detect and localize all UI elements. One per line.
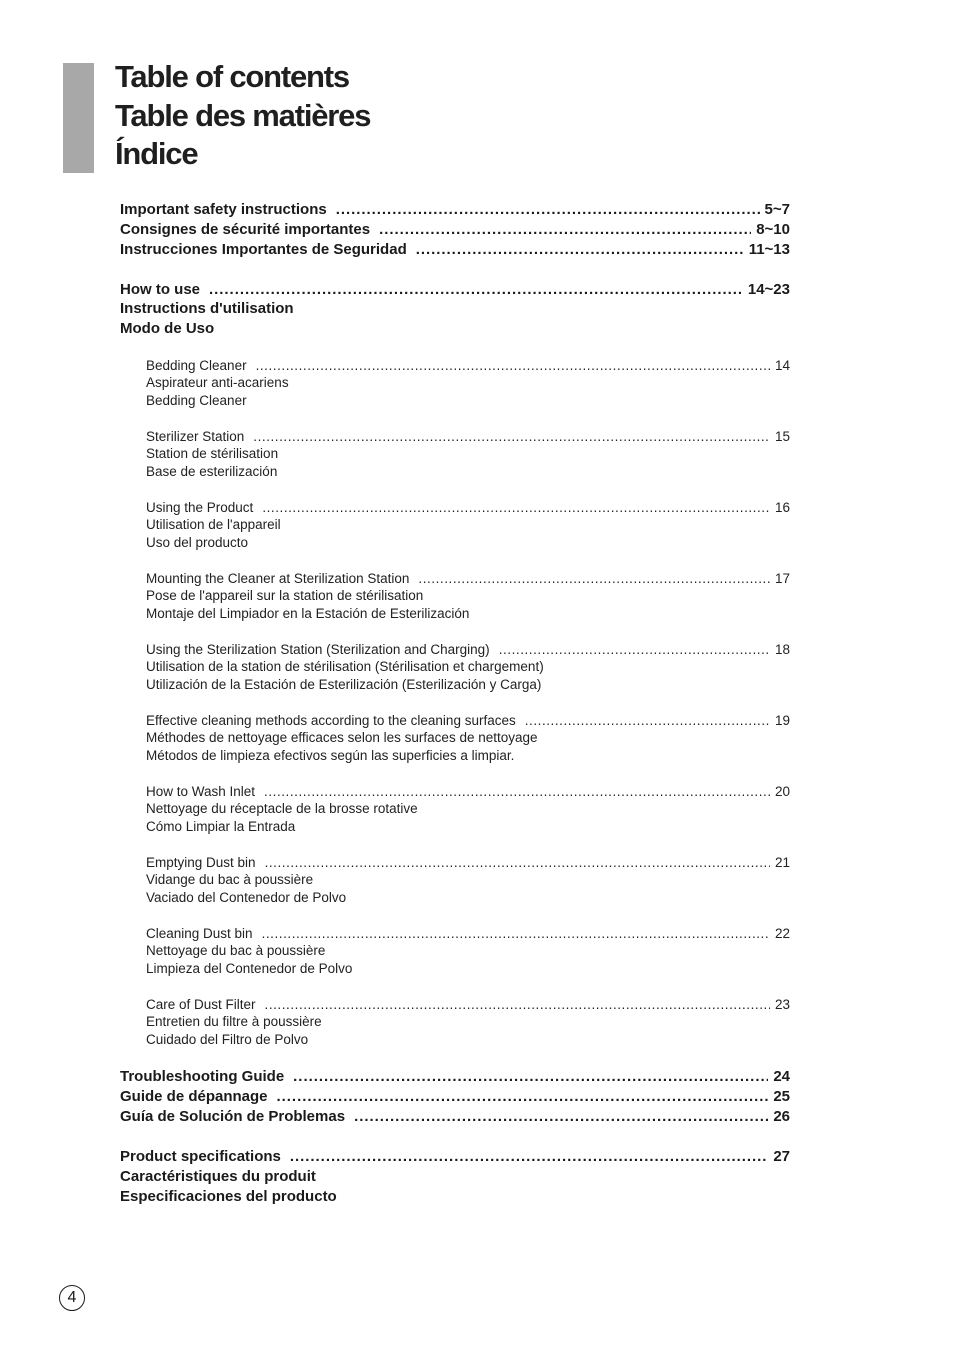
toc-subentry-page: 19 (774, 713, 790, 728)
toc-entry-how-to-use-fr: Instructions d'utilisation (120, 300, 294, 317)
toc-subentry[interactable] (146, 997, 790, 1012)
toc-entry-page: 25 (773, 1088, 790, 1105)
dot-leader (416, 241, 744, 258)
toc-subentry-page: 15 (774, 429, 790, 444)
toc-entry-safety-es[interactable] (120, 241, 790, 258)
toc-subentry-label: Using the Sterilization Station (Sterilization and Charging) (146, 642, 490, 657)
toc-subentry-page: 18 (774, 642, 790, 657)
toc-subentry-fr: Entretien du filtre à poussière (146, 1014, 322, 1029)
toc-subentry[interactable] (146, 429, 790, 444)
toc-subentry[interactable] (146, 855, 790, 870)
dot-leader (418, 571, 770, 586)
dot-leader (293, 1068, 768, 1085)
toc-entry-page: 27 (773, 1148, 790, 1165)
dot-leader (336, 201, 760, 218)
toc-subentry-page: 23 (774, 997, 790, 1012)
toc-subentry-label: Sterilizer Station (146, 429, 245, 444)
dot-leader (265, 855, 770, 870)
toc-subentry[interactable] (146, 358, 790, 373)
title-spanish: Índice (115, 136, 198, 171)
toc-subentry-es: Bedding Cleaner (146, 393, 247, 408)
toc-subentry-label: Cleaning Dust bin (146, 926, 253, 941)
toc-subentry-fr: Pose de l'appareil sur la station de stérilisation (146, 588, 424, 603)
toc-subentry[interactable] (146, 642, 790, 657)
toc-subentry-page: 14 (774, 358, 790, 373)
toc-entry-safety-en[interactable] (120, 201, 790, 218)
dot-leader (354, 1108, 768, 1125)
toc-subentry-fr: Nettoyage du bac à poussière (146, 943, 326, 958)
toc-entry-page: 5~7 (764, 201, 790, 218)
toc-subentry-label: Care of Dust Filter (146, 997, 256, 1012)
toc-subentry-fr: Utilisation de la station de stérilisation (Stérilisation et chargement) (146, 659, 544, 674)
toc-subentry-es: Vaciado del Contenedor de Polvo (146, 890, 347, 905)
toc-subentry[interactable] (146, 784, 790, 799)
dot-leader (253, 429, 770, 444)
toc-subentry-fr: Vidange du bac à poussière (146, 872, 314, 887)
toc-entry-label: Important safety instructions (120, 201, 327, 218)
toc-subentry-page: 21 (774, 855, 790, 870)
dot-leader (262, 500, 770, 515)
toc-subentry-label: Using the Product (146, 500, 254, 515)
toc-subentry[interactable] (146, 571, 790, 586)
toc-subentry-es: Métodos de limpieza efectivos según las superficies a limpiar. (146, 748, 515, 763)
toc-entry-label: Guía de Solución de Problemas (120, 1108, 346, 1125)
toc-entry-label: Instrucciones Importantes de Seguridad (120, 241, 407, 258)
toc-entry-page: 8~10 (756, 221, 790, 238)
toc-subentry-label: Emptying Dust bin (146, 855, 256, 870)
toc-subentry-es: Limpieza del Contenedor de Polvo (146, 961, 353, 976)
toc-subentry-fr: Aspirateur anti-acariens (146, 375, 289, 390)
toc-entry-page: 11~13 (748, 241, 790, 258)
dot-leader (277, 1088, 769, 1105)
toc-entry-label: Troubleshooting Guide (120, 1068, 285, 1085)
toc-subentry-es: Utilización de la Estación de Esterilización (Esterilización y Carga) (146, 677, 542, 692)
toc-entry-label: Guide de dépannage (120, 1088, 268, 1105)
toc-entry-troubleshooting-fr[interactable] (120, 1088, 790, 1105)
toc-subentry-es: Montaje del Limpiador en la Estación de Esterilización (146, 606, 470, 621)
dot-leader (209, 281, 743, 298)
dot-leader (262, 926, 770, 941)
title-french: Table des matières (115, 97, 371, 133)
toc-entry-label: Product specifications (120, 1148, 281, 1165)
toc-subentry-label: Mounting the Cleaner at Sterilization Station (146, 571, 410, 586)
dot-leader (525, 713, 770, 728)
toc-entry-specs-es: Especificaciones del producto (120, 1188, 337, 1205)
toc-subentry-fr: Utilisation de l'appareil (146, 517, 281, 532)
toc-entry-how-to-use-es: Modo de Uso (120, 320, 215, 337)
toc-subentry-es: Cuidado del Filtro de Polvo (146, 1032, 309, 1047)
toc-entry-troubleshooting-en[interactable] (120, 1068, 790, 1085)
toc-entry-page: 24 (773, 1068, 790, 1085)
dot-leader (265, 997, 770, 1012)
dot-leader (290, 1148, 768, 1165)
toc-entry-label: How to use (120, 281, 201, 298)
toc-subentry-es: Base de esterilización (146, 464, 278, 479)
toc-subentry[interactable] (146, 713, 790, 728)
toc-subentry-page: 16 (774, 500, 790, 515)
toc-subentry-label: Effective cleaning methods according to the cleaning surfaces (146, 713, 516, 728)
page-number: 4 (59, 1285, 85, 1311)
title-english: Table of contents (115, 59, 349, 94)
toc-entry-page: 26 (773, 1108, 790, 1125)
toc-subentry[interactable] (146, 500, 790, 515)
toc-subentry-fr: Méthodes de nettoyage efficaces selon les surfaces de nettoyage (146, 730, 538, 745)
toc-subentry-es: Cómo Limpiar la Entrada (146, 819, 296, 834)
dot-leader (264, 784, 770, 799)
toc-entry-page: 14~23 (747, 281, 790, 298)
toc-entry-specs[interactable] (120, 1148, 790, 1165)
toc-subentry[interactable] (146, 926, 790, 941)
toc-entry-specs-fr: Caractéristiques du produit (120, 1168, 316, 1185)
toc-subentry-page: 22 (774, 926, 790, 941)
toc-subentry-label: Bedding Cleaner (146, 358, 247, 373)
toc-subentry-label: How to Wash Inlet (146, 784, 256, 799)
toc-subentry-page: 17 (774, 571, 790, 586)
dot-leader (256, 358, 770, 373)
dot-leader (499, 642, 770, 657)
toc-entry-safety-fr[interactable] (120, 221, 790, 238)
dot-leader (379, 221, 751, 238)
toc-subentry-fr: Station de stérilisation (146, 446, 279, 461)
toc-subentry-es: Uso del producto (146, 535, 249, 550)
toc-subentry-fr: Nettoyage du réceptacle de la brosse rotative (146, 801, 418, 816)
toc-subentry-page: 20 (774, 784, 790, 799)
toc-entry-label: Consignes de sécurité importantes (120, 221, 371, 238)
toc-entry-how-to-use[interactable] (120, 281, 790, 298)
toc-entry-troubleshooting-es[interactable] (120, 1108, 790, 1125)
